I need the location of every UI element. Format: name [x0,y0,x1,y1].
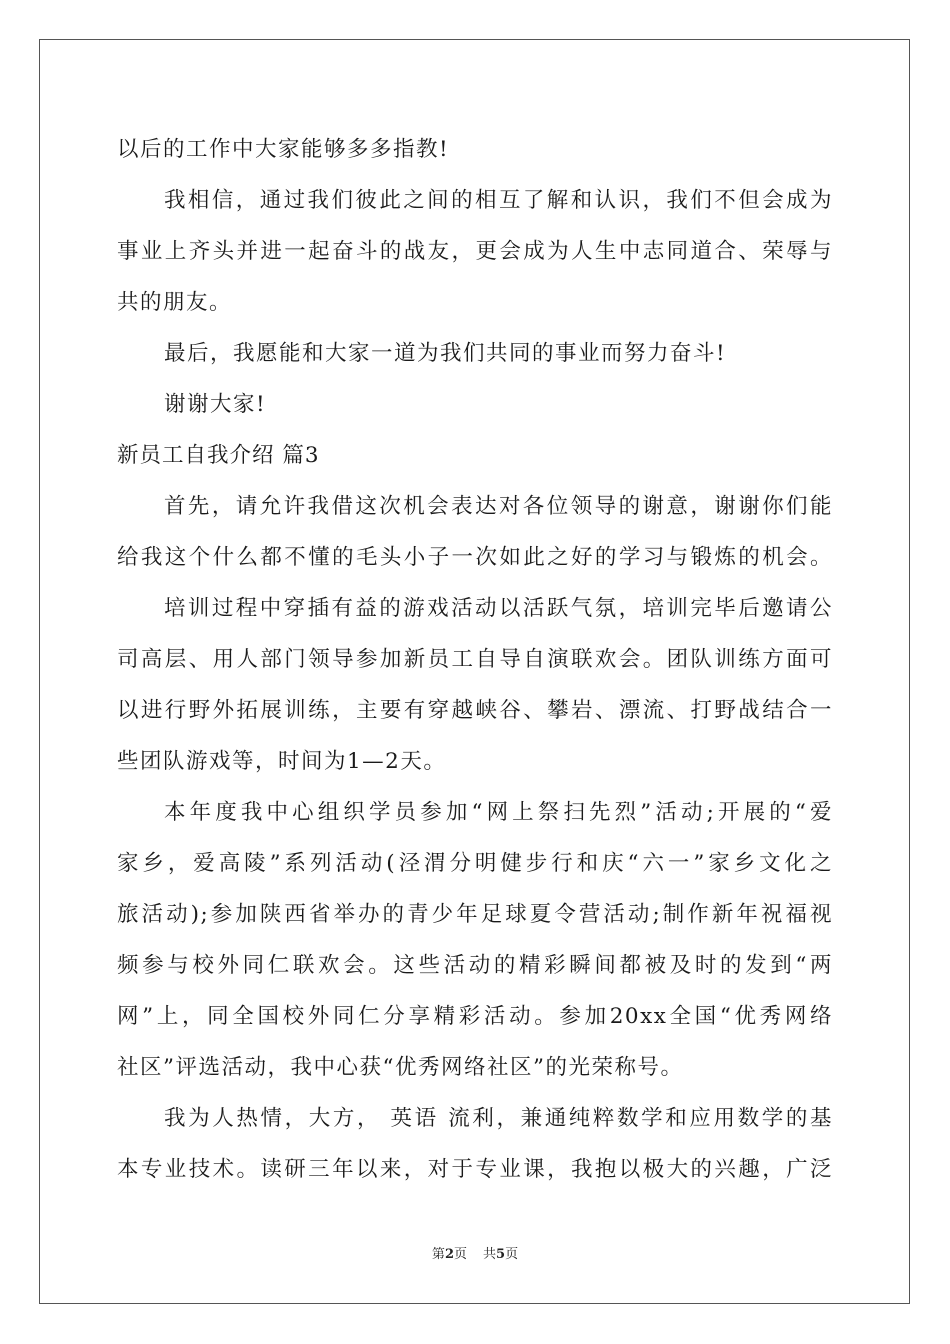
footer-page-number: 2 [444,1247,454,1262]
text-line: 事业上齐头并进一起奋斗的战友，更会成为人生中志同道合、荣辱与 [117,239,833,264]
footer-page-suffix: 页 [453,1247,467,1262]
text-line: 网”上，同全国校外同仁分享精彩活动。参加20xx全国“优秀网络 [117,1004,833,1029]
footer-total-suffix: 页 [505,1247,519,1262]
text-line: 共的朋友。 [117,290,233,315]
text-line: 首先，请允许我借这次机会表达对各位领导的谢意，谢谢你们能 [164,494,833,519]
text-line: 我相信，通过我们彼此之间的相互了解和认识，我们不但会成为 [164,188,833,213]
text-line: 家乡，爱高陵”系列活动(泾渭分明健步行和庆“六一”家乡文化之 [117,851,833,876]
page-footer [0,1247,950,1263]
text-line: 本年度我中心组织学员参加“网上祭扫先烈”活动;开展的“爱 [164,800,833,825]
footer-page-prefix: 第 [431,1247,445,1262]
document-body [117,124,833,1195]
text-line: 些团队游戏等，时间为1—2天。 [117,749,447,774]
text-line: 我为人热情，大方， 英语 流利，兼通纯粹数学和应用数学的基 [164,1106,833,1131]
text-line: 社区”评选活动，我中心获“优秀网络社区”的光荣称号。 [117,1055,684,1080]
text-line: 司高层、用人部门领导参加新员工自导自演联欢会。团队训练方面可 [117,647,833,672]
text-line: 培训过程中穿插有益的游戏活动以活跃气氛，培训完毕后邀请公 [164,596,833,621]
footer-total-prefix: 共 [483,1247,497,1262]
footer-total-pages: 5 [496,1247,506,1262]
text-line: 最后，我愿能和大家一道为我们共同的事业而努力奋斗! [164,341,727,366]
text-line: 以后的工作中大家能够多多指教! [117,137,450,162]
text-line: 谢谢大家! [164,392,267,417]
text-line: 给我这个什么都不懂的毛头小子一次如此之好的学习与锻炼的机会。 [117,545,833,570]
text-line: 旅活动);参加陕西省举办的青少年足球夏令营活动;制作新年祝福视 [117,902,833,927]
text-line: 频参与校外同仁联欢会。这些活动的精彩瞬间都被及时的发到“两 [117,953,833,978]
text-line: 以进行野外拓展训练，主要有穿越峡谷、攀岩、漂流、打野战结合一 [117,698,833,723]
section-heading: 新员工自我介绍 篇3 [117,443,320,468]
text-line: 本专业技术。读研三年以来，对于专业课，我抱以极大的兴趣，广泛 [117,1157,833,1182]
